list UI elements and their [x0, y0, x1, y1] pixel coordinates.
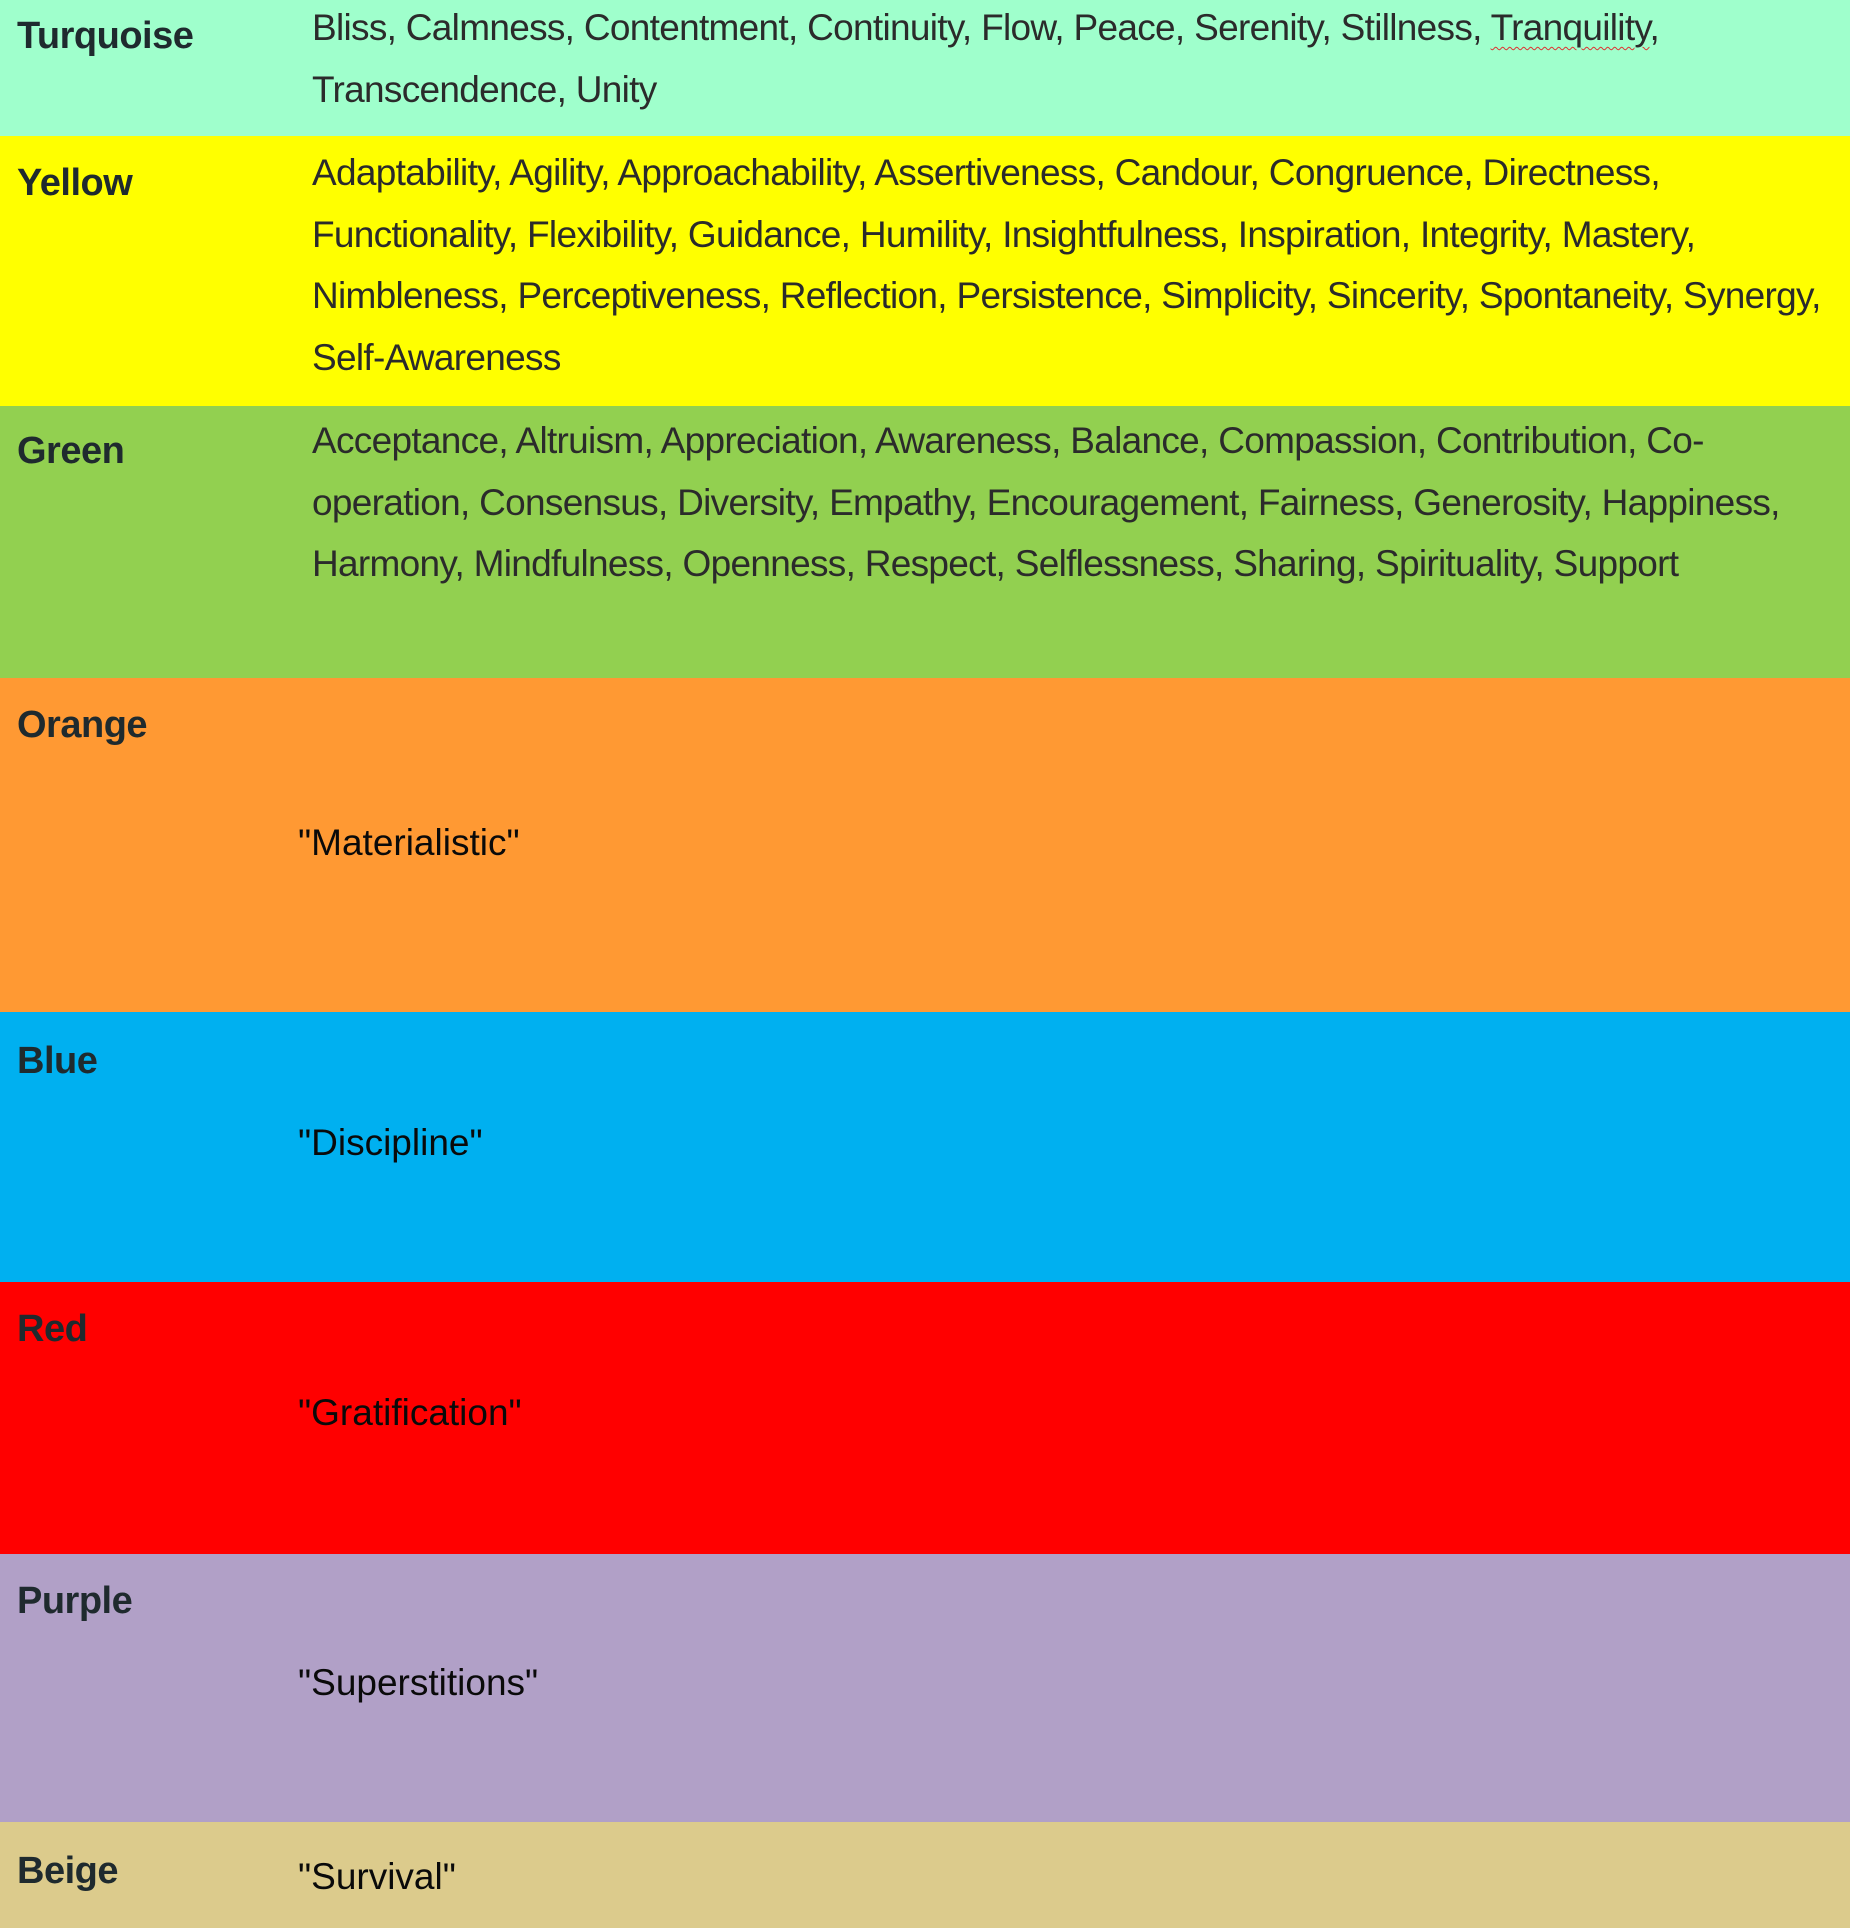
- row-label: Red: [17, 1308, 88, 1350]
- row-purple: [0, 1554, 1850, 1822]
- row-yellow: [0, 136, 1850, 406]
- values-text-end: , Transcendence, Unity: [312, 7, 1660, 110]
- row-turquoise: [0, 0, 1850, 136]
- row-label: Yellow: [17, 162, 133, 204]
- row-label: Green: [17, 430, 125, 472]
- row-label: Beige: [17, 1850, 118, 1892]
- row-values: Adaptability, Agility, Approachability, Assertiveness, Candour, Congruence, Directness, Functionality, Flexibility, Guidance, Humility, Insightfulness, Inspiration, Integrity, Mastery, Nimbleness, Perceptiveness, Reflection, Persistence, Simplicity, Sincerity, Spontaneity, Synergy, Self-Awareness: [312, 152, 1821, 378]
- row-values: [312, 0, 1842, 120]
- row-values: Acceptance, Altruism, Appreciation, Awareness, Balance, Compassion, Contribution, Co-operation, Consensus, Diversity, Empathy, Encouragement, Fairness, Generosity, Happiness, Harmony, Mindfulness, Openness, Respect, Selflessness, Sharing, Spirituality, Support: [312, 420, 1780, 584]
- row-orange: [0, 678, 1850, 1012]
- values-text: Bliss, Calmness, Contentment, Continuity, Flow, Peace, Serenity, Stillness,: [312, 7, 1491, 48]
- row-blue: [0, 1012, 1850, 1282]
- row-quote: "Gratification": [298, 1392, 522, 1433]
- row-red: [0, 1282, 1850, 1554]
- row-label: Purple: [17, 1580, 133, 1622]
- row-quote: "Survival": [298, 1856, 456, 1897]
- row-quote: "Superstitions": [298, 1662, 539, 1703]
- row-label: Blue: [17, 1040, 98, 1082]
- row-quote: "Discipline": [298, 1122, 483, 1163]
- row-label: Turquoise: [17, 15, 194, 57]
- row-beige: [0, 1822, 1850, 1928]
- row-quote: "Materialistic": [298, 822, 520, 863]
- row-green: [0, 406, 1850, 678]
- row-label: Orange: [17, 704, 148, 746]
- values-underlined-word: Tranquility: [1490, 7, 1650, 48]
